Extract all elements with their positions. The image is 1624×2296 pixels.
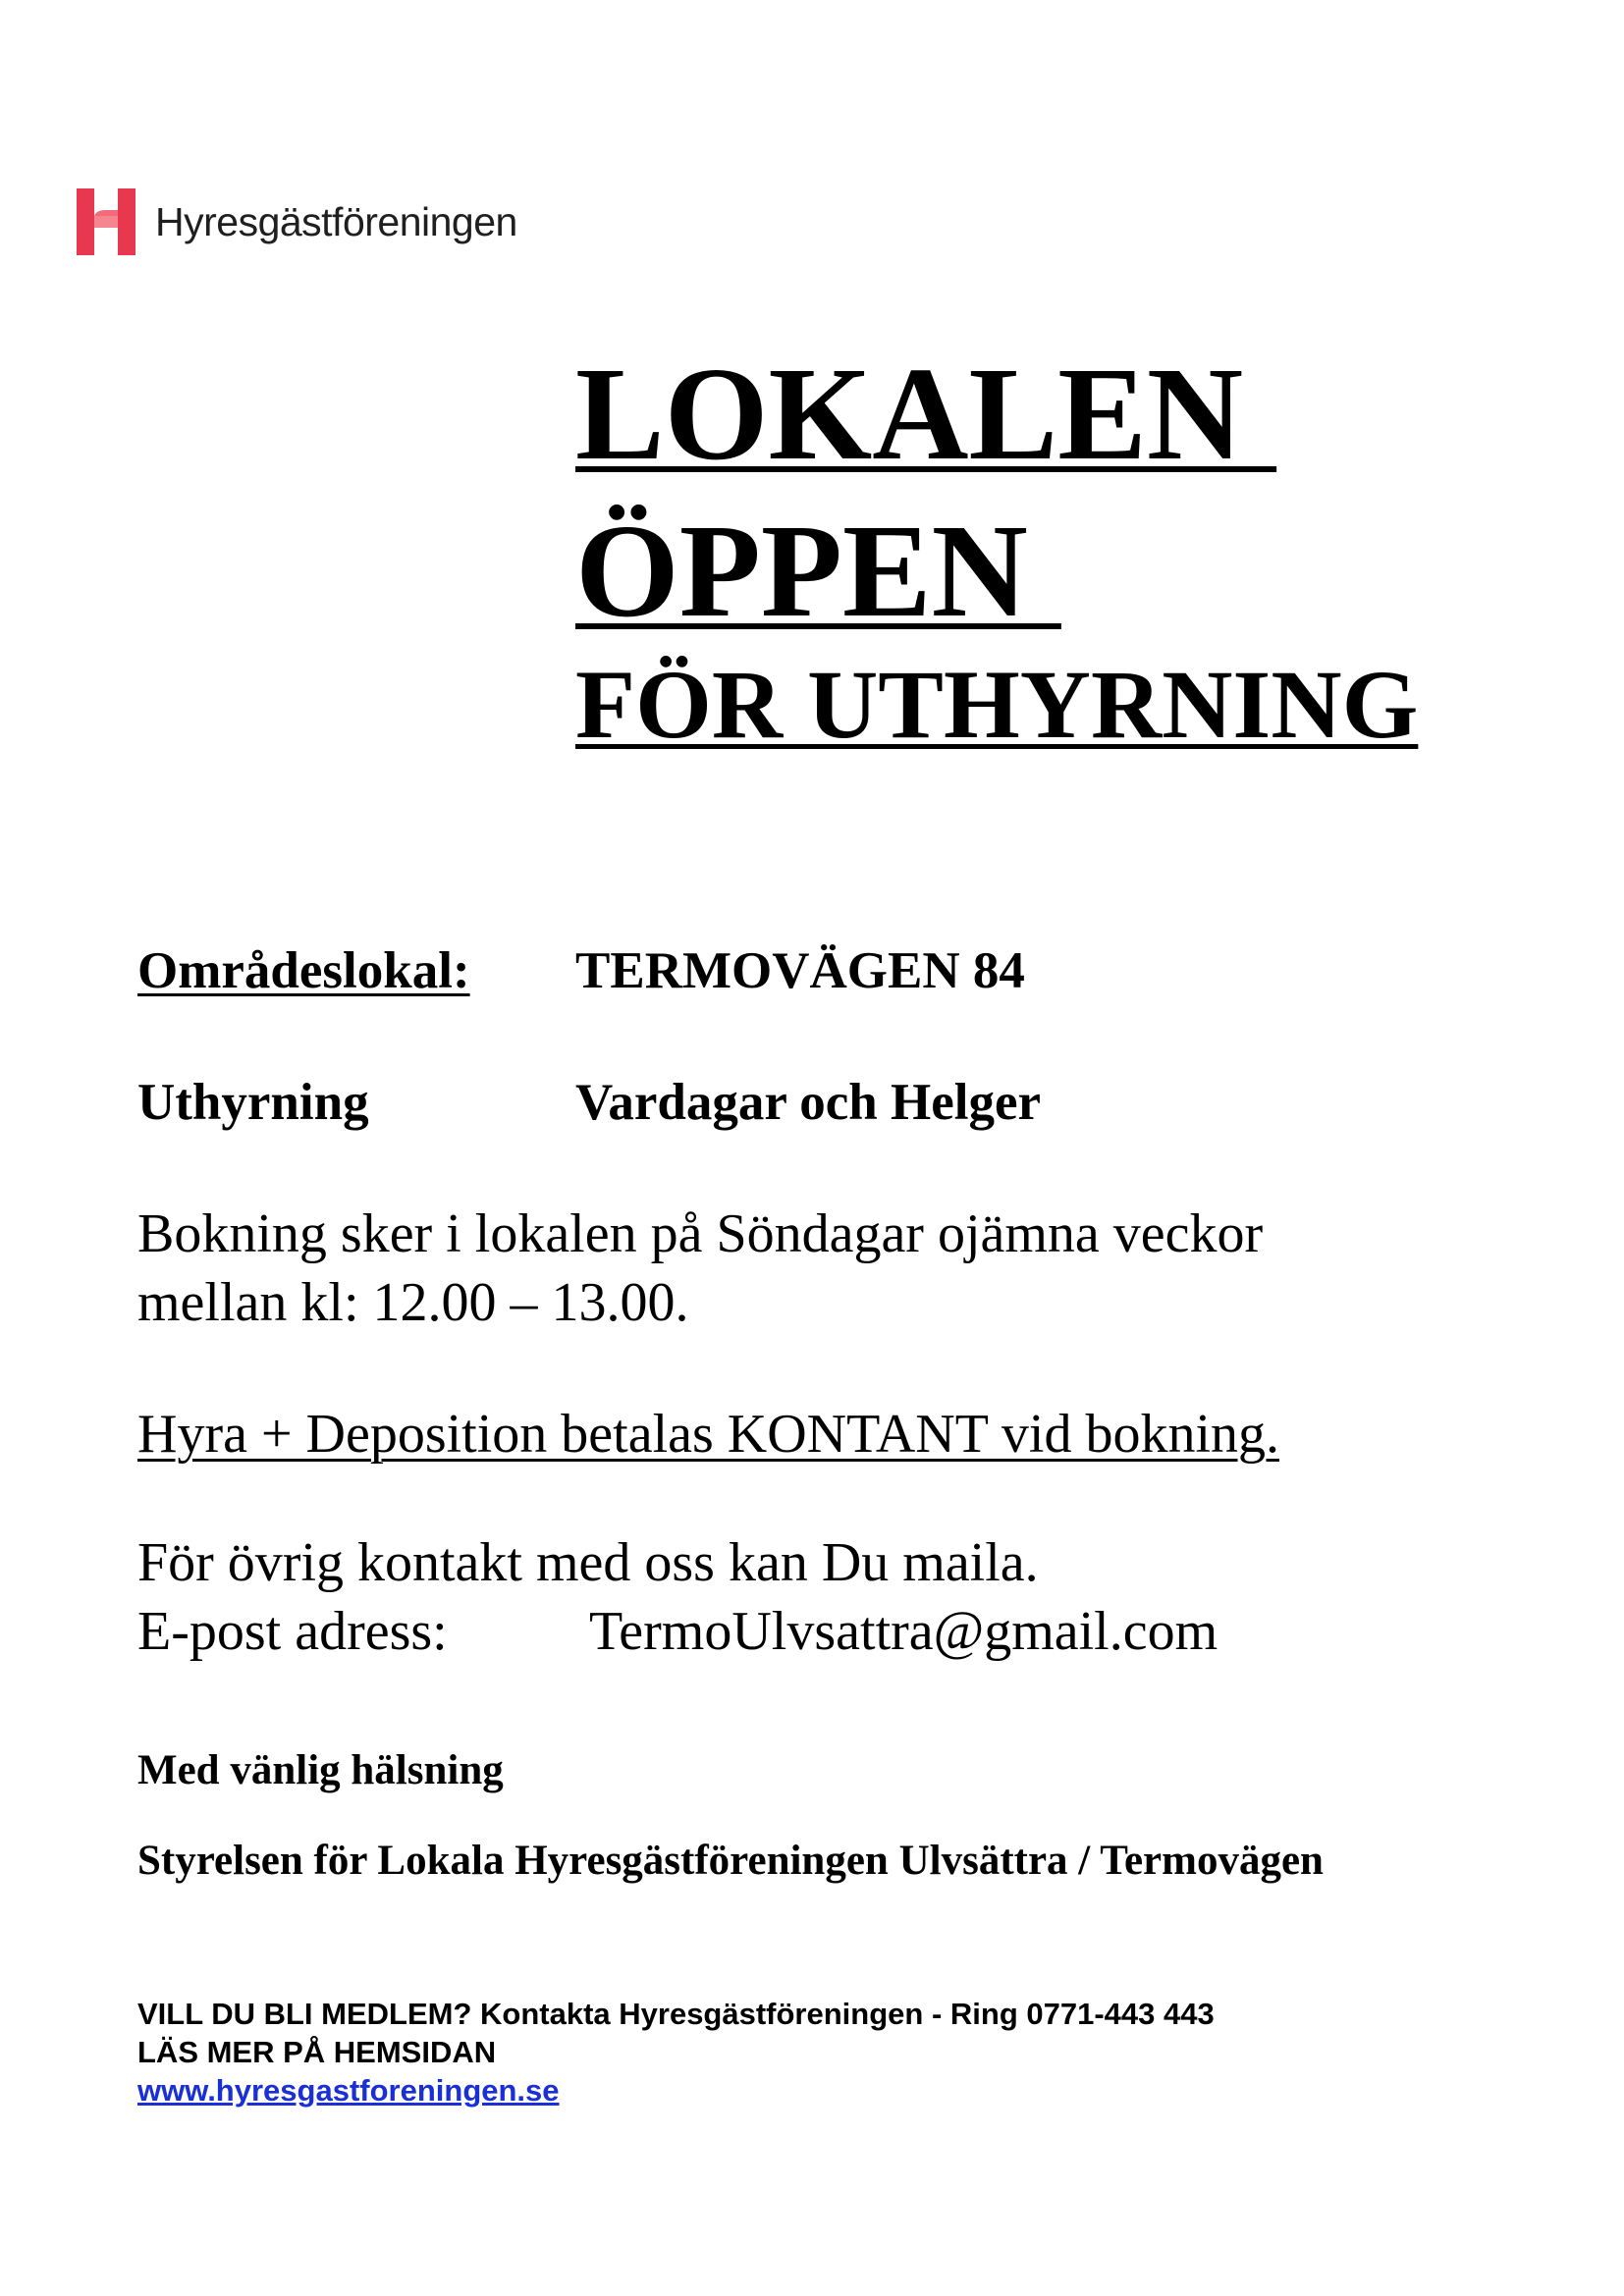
footer [137,1995,1215,2109]
footer-membership-line: VILL DU BLI MEDLEM? Kontakta Hyresgästföreningen - Ring 0771-443 443 [137,1997,1215,2031]
area-row [137,942,1025,999]
booking-paragraph [137,1200,1263,1337]
hyresgastforeningen-logo-icon [77,188,135,255]
rental-value: Vardagar och Helger [575,1074,1041,1131]
booking-line-1: Bokning sker i lokalen på Söndagar ojämna veckor [137,1203,1264,1264]
contact-line-1: För övrig kontakt med oss kan Du maila. [137,1532,1039,1593]
signature: Styrelsen för Lokala Hyresgästföreningen Ulvsättra / Termovägen [137,1838,1324,1884]
headline-line-3: FÖR UTHYRNING [575,650,1419,759]
payment-notice [137,1400,1279,1468]
headline-line-1: LOKALEN [575,341,1277,488]
area-value: TERMOVÄGEN 84 [575,942,1025,999]
greeting: Med vänlig hälsning [137,1747,504,1793]
email-label: E-post adress: [137,1601,448,1662]
booking-line-2: mellan kl: 12.00 – 13.00. [137,1272,689,1333]
email-row [137,1597,1218,1666]
contact-paragraph [137,1528,1218,1666]
payment-text: Hyra + Deposition betalas KONTANT vid bokning. [137,1404,1280,1465]
headline-line-2: ÖPPEN [575,498,1061,645]
footer-read-more-line: LÄS MER PÅ HEMSIDAN [137,2035,497,2069]
email-address: TermoUlvsattra@gmail.com [589,1601,1218,1662]
rental-row [137,1074,1041,1131]
logo-wordmark: Hyresgästföreningen [155,198,517,244]
rental-label: Uthyrning [137,1074,369,1131]
brand-logo [77,188,517,255]
website-link[interactable]: www.hyresgastforeningen.se [137,2073,560,2108]
area-label: Områdeslokal: [137,942,470,999]
